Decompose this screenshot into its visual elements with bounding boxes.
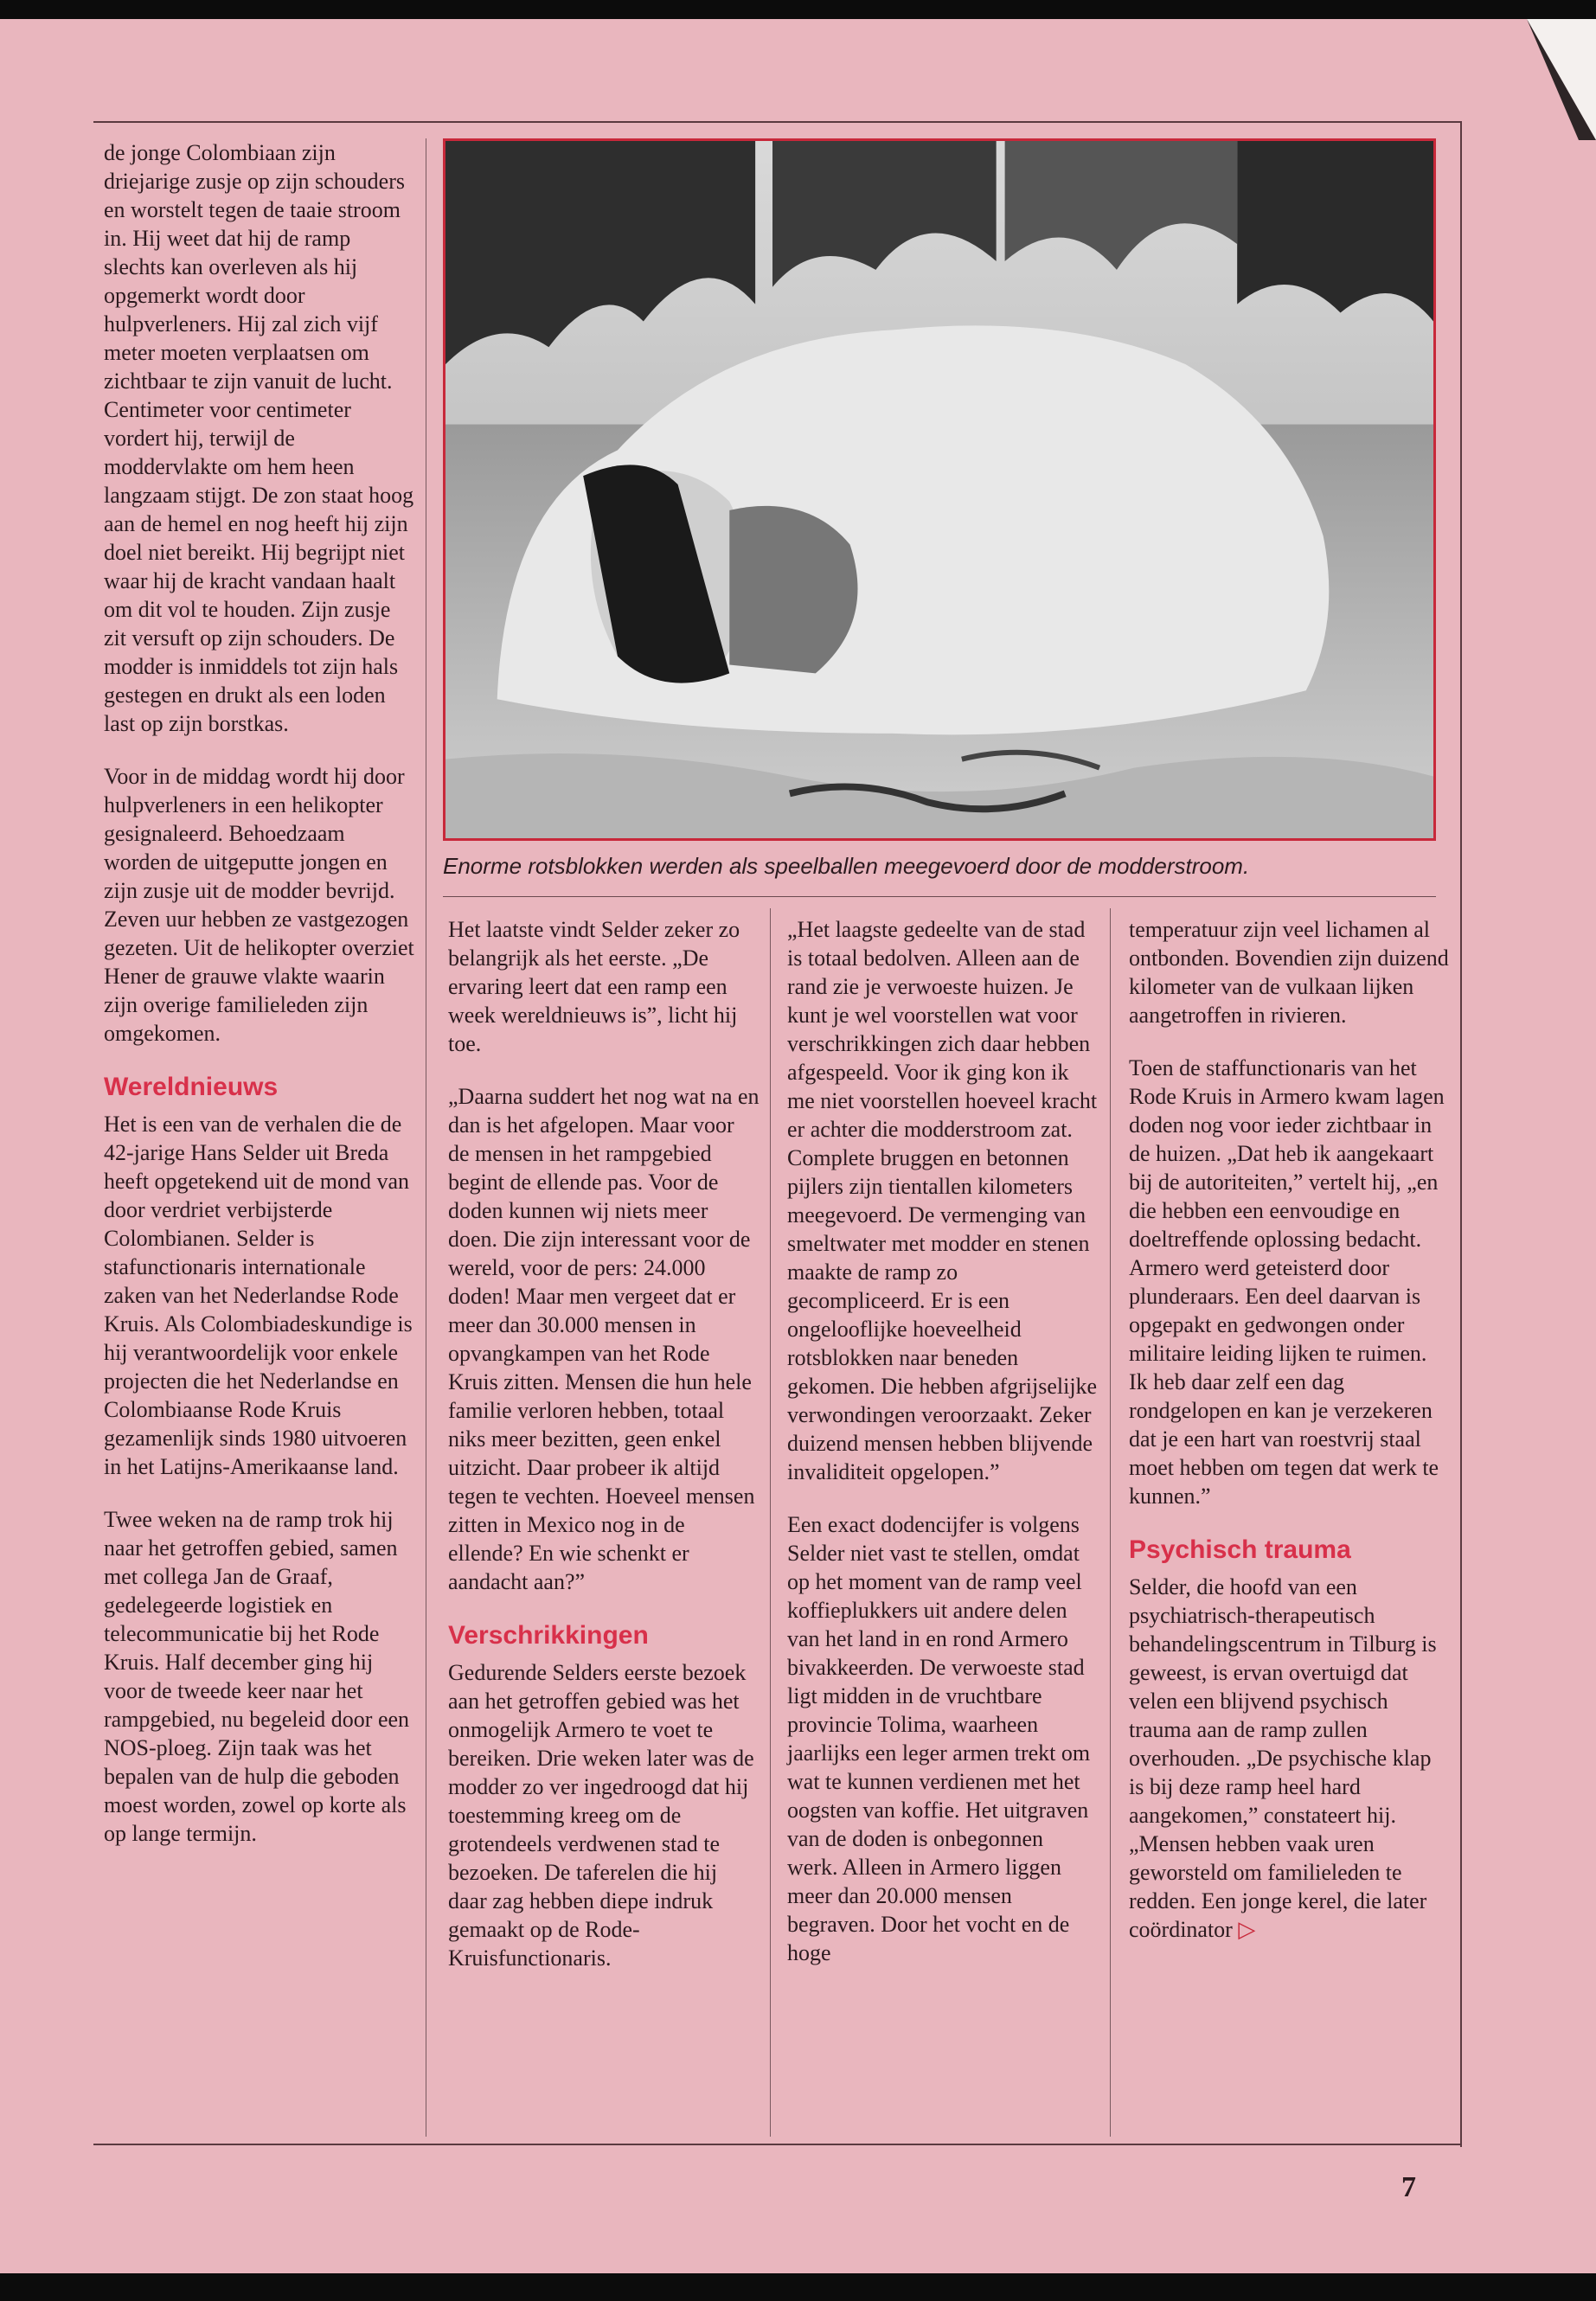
article-column-2 bbox=[448, 915, 760, 1997]
section-heading: Verschrikkingen bbox=[448, 1621, 649, 1650]
paragraph: de jonge Colombiaan zijn driejarige zusje op zijn schouders en worstelt tegen de taaie stroom in. Hij weet dat hij de ramp slechts kan overleven als hij opgemerkt wordt door hulpverleners. Hij zal zich vijf meter moeten verplaatsen om zichtbaar te zijn vanuit de lucht. Centimeter voor centimeter vordert hij, terwijl de moddervlakte om hem heen langzaam stijgt. De zon staat hoog aan de hemel en nog heeft hij zijn doel niet bereikt. Hij begrijpt niet waar hij de kracht vandaan haalt om dit vol te houden. Zijn zusje zit versuft op zijn schouders. De modder is inmiddels tot zijn hals gestegen en drukt als een loden last op zijn borstkas. bbox=[104, 140, 414, 736]
paragraph: „Daarna suddert het nog wat na en dan is het afgelopen. Maar voor de mensen in het rampgebied begint de ellende pas. Voor de doden kunnen wij niets meer doen. Die zijn interessant voor de wereld, voor de pers: 24.000 doden! Maar men vergeet dat er meer dan 30.000 mensen in opvangkampen van het Rode Kruis zitten. Mensen die hun hele familie verloren hebben, totaal niks meer bezitten, geen enkel uitzicht. Daar probeer ik altijd tegen te vechten. Hoeveel mensen zitten in Mexico nog in de ellende? En wie schenkt er aandacht aan?” bbox=[448, 1084, 760, 1594]
page-number: 7 bbox=[1401, 2171, 1416, 2203]
boulder-photo bbox=[443, 138, 1436, 841]
paragraph: „Het laagste gedeelte van de stad is totaal bedolven. Alleen aan de rand zie je verwoeste huizen. Je kunt je wel voorstellen wat voor verschrikkingen zich daar hebben afgespeeld. Voor ik ging kon ik me niet voorstellen hoeveel kracht er achter die modderstroom zat. Complete bruggen en betonnen pijlers zijn tientallen kilometers meegevoerd. De vermenging van smeltwater met modder en stenen maakte de ramp zo gecompliceerd. Er is een ongelooflijke hoeveelheid rotsblokken naar beneden gekomen. Die hebben afgrijselijke verwondingen veroorzaakt. Zeker duizend mensen hebben blijvende invaliditeit opgelopen.” bbox=[787, 917, 1098, 1484]
paragraph-text: Selder, die hoofd van een psychiatrisch-therapeutisch behandelingscentrum in Tilburg is geweest, is ervan overtuigd dat velen een blijvend psychisch trauma aan de ramp zullen overhouden. „De psychische klap is bij deze ramp heel hard aangekomen,” constateert hij. „Mensen hebben vaak uren geworsteld om familieleden te redden. Een jonge kerel, die later coördinator bbox=[1129, 1574, 1437, 1942]
photo-caption: Enorme rotsblokken werden als speelballen meegevoerd door de modderstroom. bbox=[443, 853, 1250, 879]
paragraph: Het is een van de verhalen die de 42-jarige Hans Selder uit Breda heeft opgetekend uit de mond van door verdriet verbijsterde Colombianen. Selder is stafunctionaris internationale zaken van het Nederlandse Rode Kruis. Als Colombiadeskundige is hij verantwoordelijk voor enkele projecten die het Nederlandse en Colombiaanse Rode Kruis gezamenlijk sinds 1980 uitvoeren in het Latijns-Amerikaanse land. bbox=[104, 1112, 413, 1479]
continue-arrow-icon: ▷ bbox=[1238, 1917, 1256, 1942]
section-heading: Wereldnieuws bbox=[104, 1073, 279, 1101]
paragraph: Twee weken na de ramp trok hij naar het getroffen gebied, samen met collega Jan de Graaf, gedelegeerde logistiek en telecommunicatie bij het Rode Kruis. Half december ging hij voor de tweede keer naar het rampgebied, nu begeleid door een NOS-ploeg. Zijn taak was het bepalen van de hulp die geboden moest worden, zowel op korte als op lange termijn. bbox=[104, 1507, 410, 1846]
section-heading: Psychisch trauma bbox=[1129, 1535, 1351, 1564]
article-column-3 bbox=[787, 915, 1099, 1991]
paragraph: temperatuur zijn veel lichamen al ontbonden. Bovendien zijn duizend kilometer van de vulkaan lijken aangetroffen in rivieren. bbox=[1129, 917, 1449, 1028]
page-bottom-rule bbox=[93, 2144, 1462, 2145]
paragraph bbox=[1129, 1573, 1449, 1944]
paragraph: Voor in de middag wordt hij door hulpverleners in een helikopter gesignaleerd. Behoedzaam worden de uitgeputte jongen en zijn zusje uit de modder bevrijd. Zeven uur hebben ze vastgezogen gezeten. Uit de helikopter overziet Hener de grauwe vlakte waarin zijn overige familieleden zijn omgekomen. bbox=[104, 764, 414, 1046]
scan-border-bottom bbox=[0, 2273, 1596, 2301]
column-divider bbox=[770, 908, 771, 2137]
article-column-1 bbox=[104, 138, 415, 1872]
article-column-4 bbox=[1129, 915, 1449, 1968]
paragraph: Een exact dodencijfer is volgens Selder niet vast te stellen, omdat op het moment van de ramp veel koffieplukkers uit andere delen van het land in en rond Armero bivakkeerden. De verwoeste stad ligt midden in de vruchtbare provincie Tolima, waarheen jaarlijks een leger armen trekt om wat te kunnen verdienen met het oogsten van koffie. Het uitgraven van de doden is onbegonnen werk. Alleen in Armero liggen meer dan 20.000 mensen begraven. Door het vocht en de hoge bbox=[787, 1512, 1091, 1965]
paragraph: Het laatste vindt Selder zeker zo belangrijk als het eerste. „De ervaring leert dat een ramp een week wereldnieuws is”, licht hij toe. bbox=[448, 917, 740, 1056]
paragraph: Toen de staffunctionaris van het Rode Kruis in Armero kwam lagen doden nog voor ieder zichtbaar in de huizen. „Dat heb ik aangekaart bij de autoriteiten,” vertelt hij, „en die hebben een eenvoudige en doeltreffende oplossing bedacht. Armero werd geteisterd door plunderaars. Een deel daarvan is opgepakt en gedwongen onder militaire leiding lijken te ruimen. Ik heb daar zelf een dag rondgelopen en kan je verzekeren dat je een hart van roestvrij staal moet hebben om tegen dat werk te kunnen.” bbox=[1129, 1055, 1445, 1509]
folded-page-corner bbox=[1527, 19, 1596, 140]
scan-border-top bbox=[0, 0, 1596, 19]
paragraph: Gedurende Selders eerste bezoek aan het getroffen gebied was het onmogelijk Armero te voet te bereiken. Drie weken later was de modder zo ver ingedroogd dat hij toestemming kreeg om de grotendeels verdwenen stad te bezoeken. De taferelen die hij daar zag hebben diepe indruk gemaakt op de Rode-Kruisfunctionaris. bbox=[448, 1660, 754, 1971]
column-divider bbox=[1110, 908, 1111, 2137]
caption-divider bbox=[443, 896, 1436, 897]
